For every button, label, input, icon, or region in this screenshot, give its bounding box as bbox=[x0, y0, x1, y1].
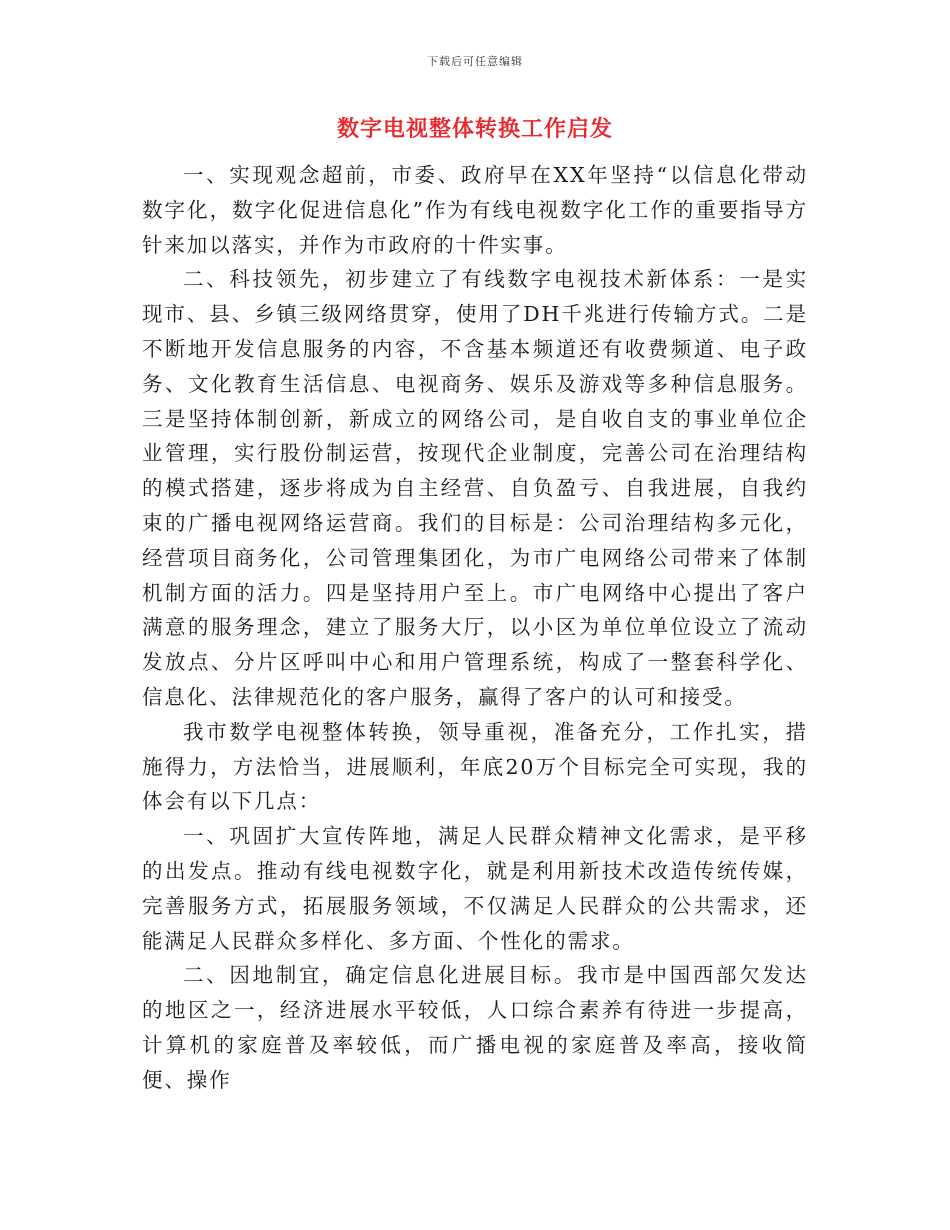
document-title: 数字电视整体转换工作启发 bbox=[336, 116, 613, 142]
document-body bbox=[142, 158, 808, 1098]
paragraph-3: 我市数学电视整体转换，领导重视，准备充分，工作扎实，措施得力，方法恰当，进展顺利，年底20万个目标完全可实现，我的体会有以下几点： bbox=[142, 719, 808, 814]
page-header-note: 下载后可任意编辑 bbox=[427, 55, 523, 68]
paragraph-4: 一、巩固扩大宣传阵地，满足人民群众精神文化需求，是平移的出发点。推动有线电视数字化，就是利用新技术改造传统传媒，完善服务方式，拓展服务领域，不仅满足人民群众的公共需求，还能满足人民群众多样化、多方面、个性化的需求。 bbox=[142, 824, 808, 953]
paragraph-2: 二、科技领先，初步建立了有线数字电视技术新体系：一是实现市、县、乡镇三级网络贯穿，使用了DH千兆进行传输方式。二是不断地开发信息服务的内容，不含基本频道还有收费频道、电子政务、文化教育生活信息、电视商务、娱乐及游戏等多种信息服务。三是坚持体制创新，新成立的网络公司，是自收自支的事业单位企业管理，实行股份制运营，按现代企业制度，完善公司在治理结构的模式搭建，逐步将成为自主经营、自负盈亏、自我进展，自我约束的广播电视网络运营商。我们的目标是：公司治理结构多元化，经营项目商务化，公司管理集团化，为市广电网络公司带来了体制机制方面的活力。四是坚持用户至上。市广电网络中心提出了客户满意的服务理念，建立了服务大厅，以小区为单位单位设立了流动发放点、分片区呼叫中心和用户管理系统，构成了一整套科学化、信息化、法律规范化的客户服务，赢得了客户的认可和接受。 bbox=[142, 267, 808, 709]
paragraph-5: 二、因地制宜，确定信息化进展目标。我市是中国西部欠发达的地区之一，经济进展水平较低，人口综合素养有待进一步提高，计算机的家庭普及率较低，而广播电视的家庭普及率高，接收简便、操作 bbox=[142, 963, 808, 1092]
paragraph-1: 一、实现观念超前，市委、政府早在XX年坚持“以信息化带动数字化，数字化促进信息化”作为有线电视数字化工作的重要指导方针来加以落实，并作为市政府的十件实事。 bbox=[142, 163, 808, 257]
